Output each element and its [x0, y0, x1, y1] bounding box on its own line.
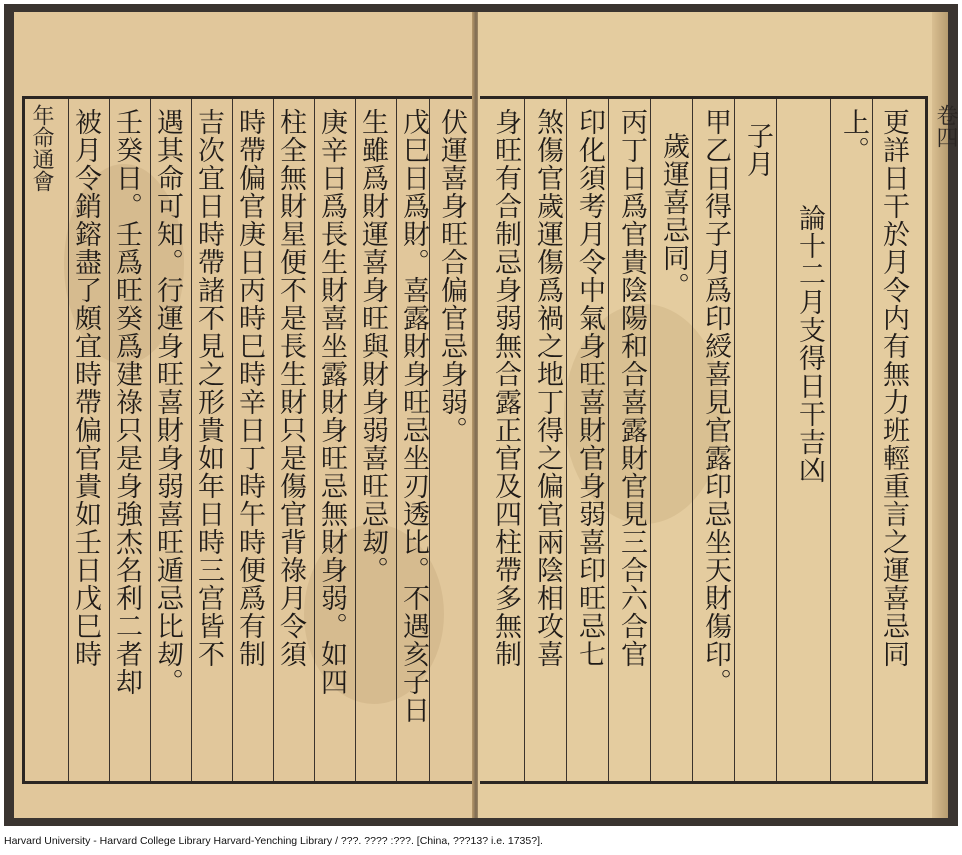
section-heading: 論十二月支得日干吉凶	[794, 204, 825, 484]
text-column: 柱全無財星便不是長生財只是傷官背祿月令須	[275, 108, 306, 668]
month-heading: 子月	[742, 122, 773, 178]
column-rule	[650, 99, 651, 781]
column-rule	[692, 99, 693, 781]
text-column: 上。	[838, 108, 869, 164]
text-column: 吉次宜日時帶諸不見之形貴如年日時三宫皆不	[193, 108, 224, 668]
column-rule	[566, 99, 567, 781]
text-column: 壬癸日。壬爲旺癸爲建祿只是身強杰名利二者却	[111, 108, 142, 696]
image-credit: Harvard University - Harvard College Library Harvard-Yenching Library / ???. ???? :???. [China, ???13? i.e. 1735?].	[4, 835, 543, 847]
text-column: 甲乙日得子月爲印綬喜見官露印忌坐天財傷印。	[700, 108, 731, 696]
text-column: 戊巳日爲財。喜露財身旺忌坐刃透比。不遇亥子日	[398, 108, 429, 724]
text-column: 生雖爲財運喜身旺與財身弱喜旺忌刼。	[357, 108, 388, 584]
column-rule	[524, 99, 525, 781]
column-rule	[872, 99, 873, 781]
text-column: 更詳日干於月令内有無力班輕重言之運喜忌同	[878, 108, 909, 668]
column-rule	[830, 99, 831, 781]
text-column: 被月令銷鎔盡了頗宜時帶偏官貴如壬日戊巳時	[70, 108, 101, 668]
text-column: 遇其命可知。行運身旺喜財身弱喜旺遁忌比刼。	[152, 108, 183, 696]
left-margin-text: 年命通會	[29, 104, 54, 192]
text-column: 伏運喜身旺合偏官忌身弱。	[436, 108, 467, 444]
text-column: 印化須考月令中氣身旺喜財官身弱喜印旺忌七	[574, 108, 605, 668]
text-column: 煞傷官歲運傷爲禍之地丁得之偏官兩陰相攻喜	[532, 108, 563, 668]
text-column: 庚辛日爲長生財喜坐露財身旺忌無財身弱。如四	[316, 108, 347, 696]
text-column: 丙丁日爲官貴陰陽和合喜露財官見三合六合官	[616, 108, 647, 668]
text-column: 時帶偏官庚日丙時巳時辛日丁時午時便爲有制	[234, 108, 265, 668]
column-rule	[734, 99, 735, 781]
text-column: 身旺有合制忌身弱無合露正官及四柱帶多無制	[490, 108, 521, 668]
column-rule	[776, 99, 777, 781]
text-column: 歲運喜忌同。	[658, 132, 689, 300]
book-scan	[4, 4, 958, 826]
column-rule	[608, 99, 609, 781]
right-margin-text: 卷四	[933, 104, 958, 148]
